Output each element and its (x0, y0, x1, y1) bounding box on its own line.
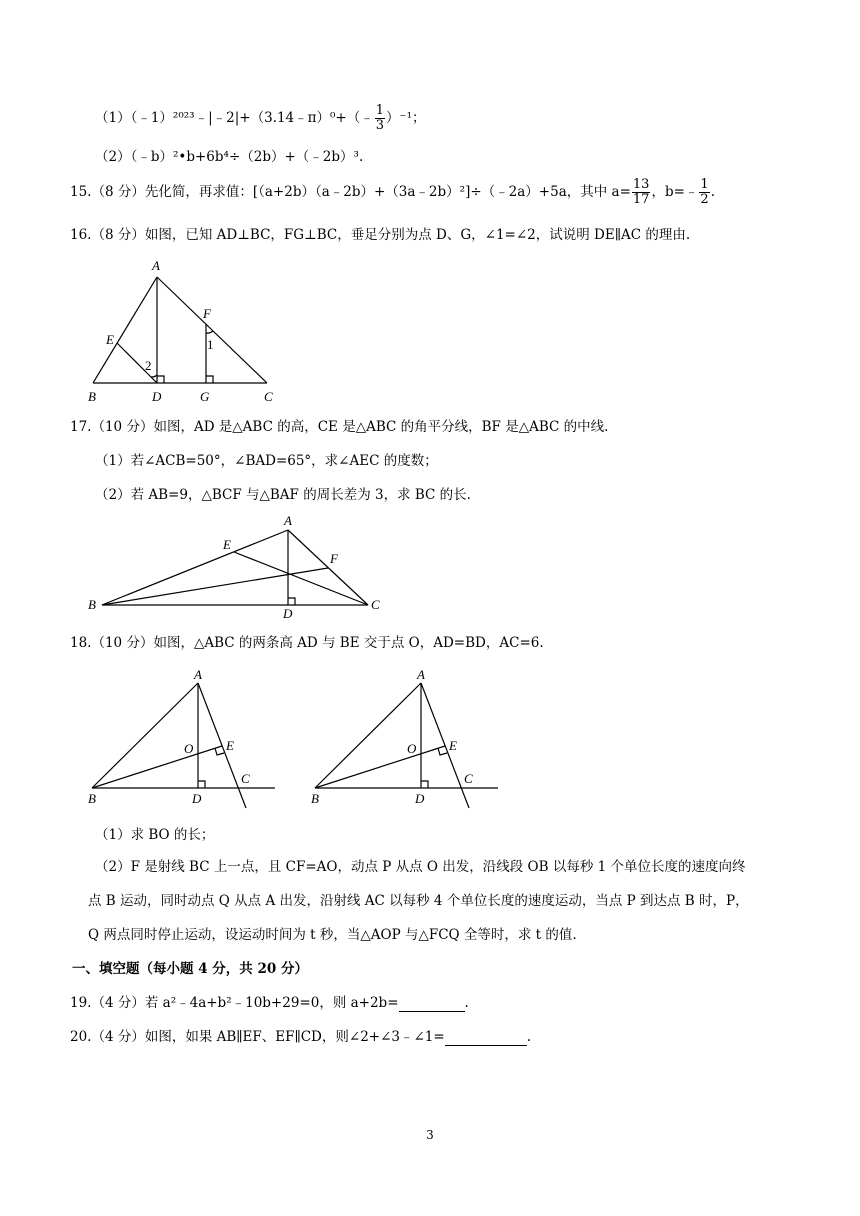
right-angle-e (215, 748, 224, 755)
label-a: A (284, 513, 292, 528)
question-16: 16.（8 分）如图，已知 AD⊥BC，FG⊥BC，垂足分别为点 D、G，∠1=∠2，试说明 DE∥AC 的理由. (70, 227, 691, 243)
fraction-one-third: $\frac{1}{3}$ (375, 103, 385, 133)
q17-part1: （1）若∠ACB=50°，∠BAD=65°，求∠AEC 的度数； (95, 453, 438, 469)
label-e: E (106, 332, 114, 347)
q16-figure (80, 252, 290, 404)
q18-part2-line3: Q 两点同时停止运动，设运动时间为 t 秒，当△AOP 与△FCQ 全等时，求 t 的值. (88, 927, 577, 943)
angle-1-arc (206, 331, 213, 333)
label-b: B (88, 597, 96, 612)
label-g: G (200, 389, 210, 404)
line-ab (102, 530, 288, 605)
label-b: B (88, 389, 96, 404)
question-19: 19.（4 分）若 a²﹣4a+b²﹣10b+29=0，则 a+2b= . (70, 995, 469, 1011)
right-angle-d (288, 598, 295, 605)
right-angle-d (157, 376, 164, 383)
q14-part1: （1）（﹣1）²⁰²³﹣|﹣2|+（3.14﹣π）⁰+（﹣ $\frac{1}{3}$ ）⁻¹； (95, 103, 426, 133)
line-be (315, 746, 445, 788)
fraction-b-value: $\frac{1}{2}$ (700, 177, 709, 207)
label-e: E (226, 738, 234, 753)
q18-figure-right (303, 662, 508, 810)
q17-part2: （2）若 AB=9，△BCF 与△BAF 的周长差为 3，求 BC 的长. (95, 487, 471, 503)
label-c: C (371, 597, 380, 612)
line-ac (157, 277, 267, 383)
line-ac (421, 683, 469, 808)
q17-figure (80, 512, 400, 622)
answer-blank-19[interactable] (399, 997, 465, 1012)
line-be (92, 746, 222, 788)
label-c: C (464, 771, 473, 786)
label-b: B (88, 791, 96, 806)
label-c: C (264, 389, 273, 404)
right-angle-e (438, 748, 447, 755)
label-a: A (152, 258, 160, 273)
question-15: 15.（8 分）先化简，再求值：[（a+2b）（a﹣2b）+（3a﹣2b）²]÷（﹣2a）+5a，其中 a= $\frac{13}{17}$ ，b=﹣ $\frac{1}{2}$ . (70, 177, 715, 207)
right-angle-d (198, 781, 205, 788)
label-e: E (223, 537, 231, 552)
label-o: O (407, 741, 417, 756)
label-a: A (417, 667, 425, 682)
line-ab (315, 683, 421, 788)
label-o: O (184, 741, 194, 756)
label-angle-2: 2 (145, 358, 152, 373)
label-e: E (449, 738, 457, 753)
q18-part2-line1: （2）F 是射线 BC 上一点，且 CF=AO，动点 P 从点 O 出发，沿线段 OB 以每秒 1 个单位长度的速度向终 (95, 859, 746, 875)
label-f: F (330, 551, 338, 566)
line-ac (288, 530, 368, 605)
label-d: D (283, 606, 293, 621)
angle-2-arc (151, 375, 157, 377)
question-20: 20.（4 分）如图，如果 AB∥EF、EF∥CD，则∠2+∠3﹣∠1= . (70, 1029, 532, 1045)
label-c: C (241, 771, 250, 786)
line-ac (198, 683, 246, 808)
section-heading-fill-in: 一、填空题（每小题 4 分，共 20 分） (72, 961, 308, 977)
label-a: A (194, 667, 202, 682)
q18-part1: （1）求 BO 的长； (95, 827, 215, 843)
q18-part2-line2: 点 B 运动，同时动点 Q 从点 A 出发，沿射线 AC 以每秒 4 个单位长度的速度运动，当点 P 到达点 B 时，P， (88, 893, 749, 909)
label-angle-1: 1 (207, 337, 214, 352)
right-angle-d (421, 781, 428, 788)
label-d: D (415, 791, 425, 806)
line-bf (102, 568, 328, 605)
label-d: D (192, 791, 202, 806)
answer-blank-20[interactable] (445, 1031, 527, 1046)
q18-figure-left (80, 662, 285, 810)
label-d: D (152, 389, 162, 404)
page-number: 3 (426, 1128, 434, 1142)
question-17: 17.（10 分）如图，AD 是△ABC 的高，CE 是△ABC 的角平分线，BF 是△ABC 的中线. (70, 419, 609, 435)
line-ab (92, 683, 198, 788)
right-angle-g (206, 376, 213, 383)
question-18: 18.（10 分）如图，△ABC 的两条高 AD 与 BE 交于点 O，AD=BD，AC=6. (70, 635, 544, 651)
line-ce (234, 552, 368, 605)
label-b: B (311, 791, 319, 806)
label-f: F (203, 306, 211, 321)
fraction-a-value: $\frac{13}{17}$ (632, 177, 650, 207)
q14-part2: （2）（﹣b）²•b+6b⁴÷（2b）+（﹣2b）³. (95, 149, 364, 165)
